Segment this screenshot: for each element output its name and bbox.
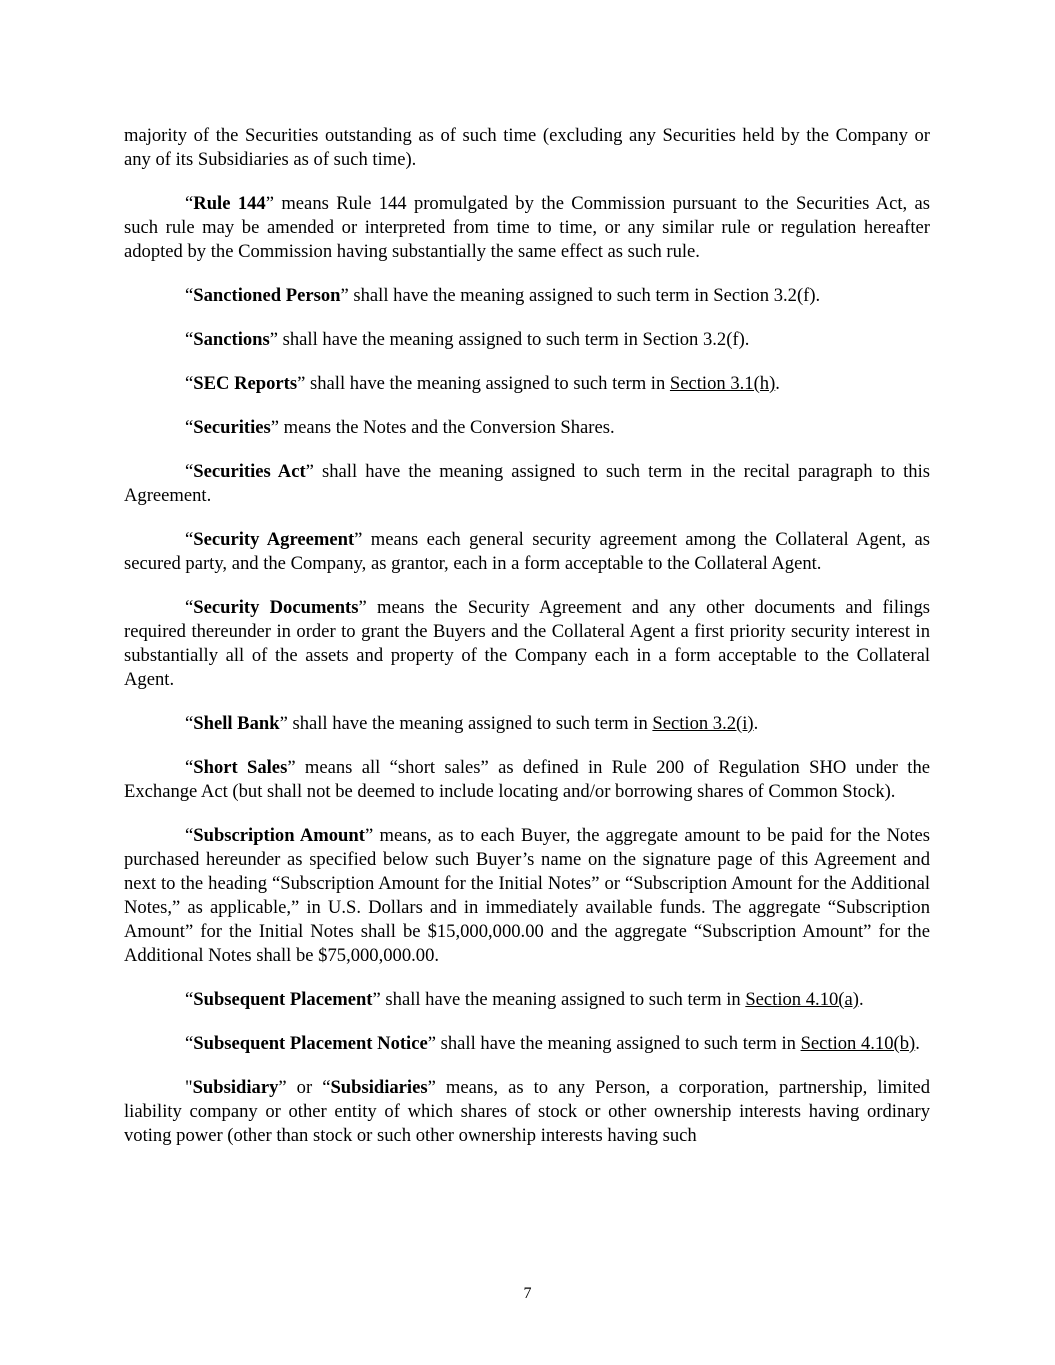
close-quote: ” — [279, 713, 288, 734]
definition-securities — [124, 416, 930, 440]
definition-securities-act — [124, 460, 930, 508]
definition-text-end: . — [858, 989, 864, 1010]
close-quote: ” — [372, 989, 381, 1010]
document-page — [124, 124, 930, 1168]
defined-term-plural: Subsidiaries — [330, 1077, 428, 1098]
definition-text: shall have the meaning assigned to such term in — [436, 1033, 801, 1054]
continuation-paragraph: majority of the Securities outstanding as of such time (excluding any Securities held by the Company or any of its Subsidiaries as of such time). — [124, 125, 930, 170]
defined-term: Subsidiary — [192, 1077, 279, 1098]
definition-security-documents — [124, 596, 930, 692]
definition-text: means each general security agreement among the Collateral Agent, as secured party, and the Company, as grantor, each in a form acceptable to the Collateral Agent. — [124, 529, 930, 574]
open-quote: “ — [185, 193, 194, 214]
definition-text: shall have the meaning assigned to such term in the recital paragraph to this Agreement. — [124, 461, 930, 506]
definition-text: shall have the meaning assigned to such term in — [305, 373, 670, 394]
definition-text-end: . — [753, 713, 759, 734]
definition-sanctions — [124, 328, 930, 352]
definition-text: shall have the meaning assigned to such term in Section 3.2(f). — [348, 285, 821, 306]
definition-text-end: . — [775, 373, 780, 394]
definition-text: means all “short sales” as defined in Rule 200 of Regulation SHO under the Exchange Act (but shall not be deemed to include locating and/or borrowing shares of Common Stock). — [124, 757, 930, 802]
close-quote: ” — [364, 825, 374, 846]
close-quote: ” — [340, 285, 349, 306]
defined-term: Security Agreement — [193, 529, 355, 550]
open-quote: “ — [185, 329, 194, 350]
defined-term: Securities — [193, 417, 271, 438]
defined-term: Sanctioned Person — [193, 285, 341, 306]
open-quote: " — [185, 1077, 193, 1098]
definition-sanctioned-person — [124, 284, 930, 308]
close-quote: ” — [427, 1033, 436, 1054]
definition-text: means, as to any Person, a corporation, partnership, limited liability company or other entity of which shares of stock or other ownership interests having ordinary voting power (other than stock or such other ownership interests having such — [124, 1077, 930, 1146]
close-quote: ” — [427, 1077, 436, 1098]
definition-text: means Rule 144 promulgated by the Commission pursuant to the Securities Act, as such rule may be amended or interpreted from time to time, or any similar rule or regulation hereafter adopted by the Commission having substantially the same effect as such rule. — [124, 193, 930, 262]
definition-short-sales — [124, 756, 930, 804]
defined-term: SEC Reports — [193, 373, 298, 394]
definition-subsequent-placement-notice — [124, 1032, 930, 1056]
open-quote: “ — [185, 713, 194, 734]
definition-shell-bank — [124, 712, 930, 736]
definition-text: shall have the meaning assigned to such term in — [380, 989, 746, 1010]
definition-subsequent-placement — [124, 988, 930, 1012]
defined-term: Shell Bank — [193, 713, 280, 734]
close-quote: ” — [287, 757, 296, 778]
close-quote: ” — [297, 373, 306, 394]
defined-term: Subsequent Placement Notice — [193, 1033, 428, 1054]
definition-rule-144 — [124, 192, 930, 264]
close-quote: ” — [354, 529, 363, 550]
definition-text: shall have the meaning assigned to such term in Section 3.2(f). — [278, 329, 750, 350]
definition-text: means the Security Agreement and any other documents and filings required thereunder in order to grant the Buyers and the Collateral Agent a first priority security interest in substantially all of the assets and property of the Company each in a form acceptable to the Collateral Agent. — [124, 597, 931, 690]
open-quote: “ — [185, 757, 194, 778]
section-reference: Section 3.2(i) — [652, 713, 754, 734]
page-number: 7 — [523, 1285, 532, 1302]
definition-subsidiary — [124, 1076, 930, 1148]
defined-term: Short Sales — [193, 757, 288, 778]
definition-text: means the Notes and the Conversion Shares. — [278, 417, 615, 438]
section-reference: Section 4.10(b) — [800, 1033, 916, 1054]
close-quote: ” — [305, 461, 314, 482]
open-quote: “ — [185, 1033, 194, 1054]
open-quote: “ — [185, 825, 194, 846]
definition-text-end: . — [915, 1033, 920, 1054]
close-quote: ” — [270, 417, 279, 438]
open-quote: “ — [185, 285, 194, 306]
open-quote: “ — [185, 989, 194, 1010]
defined-term: Securities Act — [193, 461, 306, 482]
defined-term: Subsequent Placement — [193, 989, 373, 1010]
open-quote: “ — [185, 529, 194, 550]
section-reference: Section 3.1(h) — [669, 373, 776, 394]
defined-term: Security Documents — [193, 597, 359, 618]
open-quote: “ — [185, 373, 194, 394]
open-quote: “ — [185, 461, 194, 482]
close-quote: ” — [265, 193, 274, 214]
close-quote: ” — [269, 329, 278, 350]
defined-term: Sanctions — [193, 329, 270, 350]
section-reference: Section 4.10(a) — [745, 989, 859, 1010]
close-quote: ” — [358, 597, 367, 618]
defined-term: Rule 144 — [193, 193, 266, 214]
definition-text: shall have the meaning assigned to such term in — [287, 713, 653, 734]
open-quote: “ — [185, 417, 194, 438]
definition-security-agreement — [124, 528, 930, 576]
definition-sec-reports — [124, 372, 930, 396]
definition-subscription-amount — [124, 824, 930, 968]
defined-term: Subscription Amount — [193, 825, 365, 846]
open-quote: “ — [185, 597, 194, 618]
definition-text: means, as to each Buyer, the aggregate amount to be paid for the Notes purchased hereunder as specified below such Buyer’s name on the signature page of this Agreement and next to the heading “Subscription Amount for the Initial Notes” or “Subscription Amount for the Additional Notes,” as applicable,” in U.S. Dollars and in immediately available funds. The aggregate “Subscription Amount” for the Initial Notes shall be $15,000,000.00 and the aggregate “Subscription Amount” for the Additional Notes shall be $75,000,000.00. — [124, 825, 930, 966]
term-separator: ” or “ — [278, 1077, 331, 1098]
